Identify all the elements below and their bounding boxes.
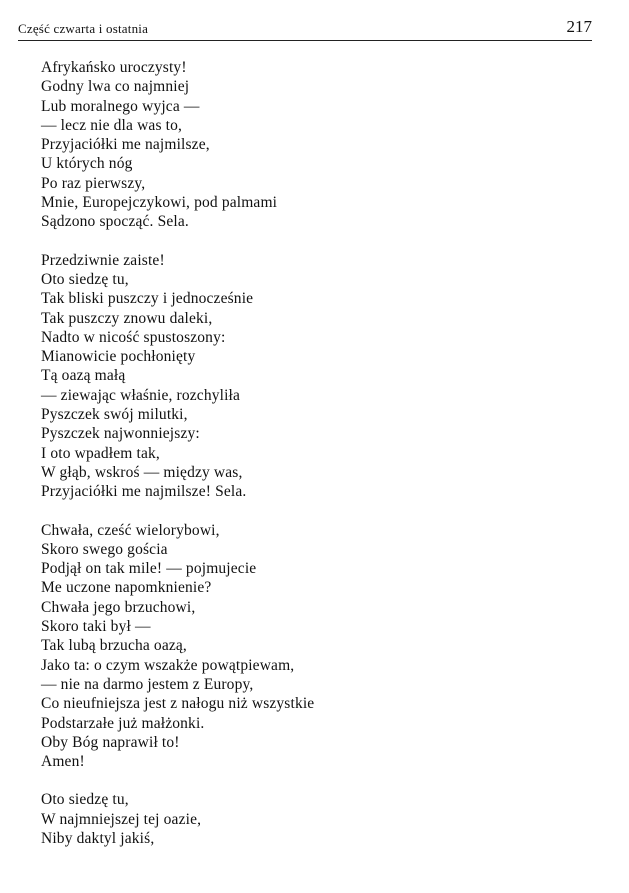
- stanza-1: [41, 58, 601, 232]
- verse-line: Oto siedzę tu,: [41, 791, 129, 809]
- verse-line: Podstarzałe już małżonki.: [41, 714, 205, 732]
- verse-line: Skoro taki był —: [41, 618, 151, 636]
- verse-line: Nadto w nicość spustoszony:: [41, 328, 226, 346]
- verse-line: Przyjaciółki me najmilsze! Sela.: [41, 483, 247, 501]
- stanza-4: [41, 790, 601, 848]
- verse-line: — lecz nie dla was to,: [41, 116, 183, 134]
- verse-line: Przyjaciółki me najmilsze,: [41, 136, 210, 154]
- running-title: Część czwarta i ostatnia: [18, 21, 149, 36]
- verse-line: U których nóg: [41, 155, 133, 173]
- verse-line: Tą oazą małą: [41, 367, 126, 385]
- verse-line: Przedziwnie zaiste!: [41, 251, 165, 269]
- verse-line: Skoro swego gościa: [41, 540, 168, 558]
- verse-line: Oby Bóg naprawił to!: [41, 733, 180, 751]
- verse-line: Tak puszczy znowu daleki,: [41, 309, 213, 327]
- verse-line: Afrykańsko uroczysty!: [41, 59, 187, 76]
- verse-line: Podjął on tak mile! — pojmujecie: [41, 560, 257, 578]
- verse-line: Jako ta: o czym wszakże powątpiewam,: [41, 656, 295, 674]
- verse-line: Lub moralnego wyjca —: [41, 97, 200, 115]
- verse-line: Co nieufniejsza jest z nałogu niż wszystkie: [41, 695, 315, 713]
- verse-line: Pyszczek najwonniejszy:: [41, 425, 200, 443]
- verse-line: Niby daktyl jakiś,: [41, 829, 155, 847]
- verse-line: Godny lwa co najmniej: [41, 78, 190, 96]
- verse-line: Po raz pierwszy,: [41, 174, 146, 192]
- verse-line: Mianowicie pochłonięty: [41, 348, 196, 366]
- verse-line: Oto siedzę tu,: [41, 270, 129, 288]
- verse-line: Sądzono spocząć. Sela.: [41, 213, 189, 231]
- verse-line: — ziewając właśnie, rozchyliła: [41, 386, 241, 404]
- verse-line: Chwała jego brzuchowi,: [41, 598, 196, 616]
- poem-text: [41, 58, 601, 867]
- verse-line: W najmniejszej tej oazie,: [41, 810, 202, 828]
- verse-line: Pyszczek swój milutki,: [41, 406, 188, 424]
- running-header: [18, 16, 592, 41]
- verse-line: Mnie, Europejczykowi, pod palmami: [41, 194, 278, 212]
- verse-line: I oto wpadłem tak,: [41, 444, 160, 462]
- stanza-2: [41, 251, 601, 502]
- page-number: 217: [566, 17, 592, 36]
- verse-line: Tak lubą brzucha oazą,: [41, 637, 187, 655]
- verse-line: Chwała, cześć wielorybowi,: [41, 521, 220, 539]
- verse-line: — nie na darmo jestem z Europy,: [41, 675, 254, 693]
- verse-line: W głąb, wskroś — między was,: [41, 463, 243, 481]
- verse-line: Me uczone napomknienie?: [41, 579, 212, 597]
- verse-line: Tak bliski puszczy i jednocześnie: [41, 290, 254, 308]
- stanza-3: [41, 521, 601, 772]
- verse-line: Amen!: [41, 753, 85, 771]
